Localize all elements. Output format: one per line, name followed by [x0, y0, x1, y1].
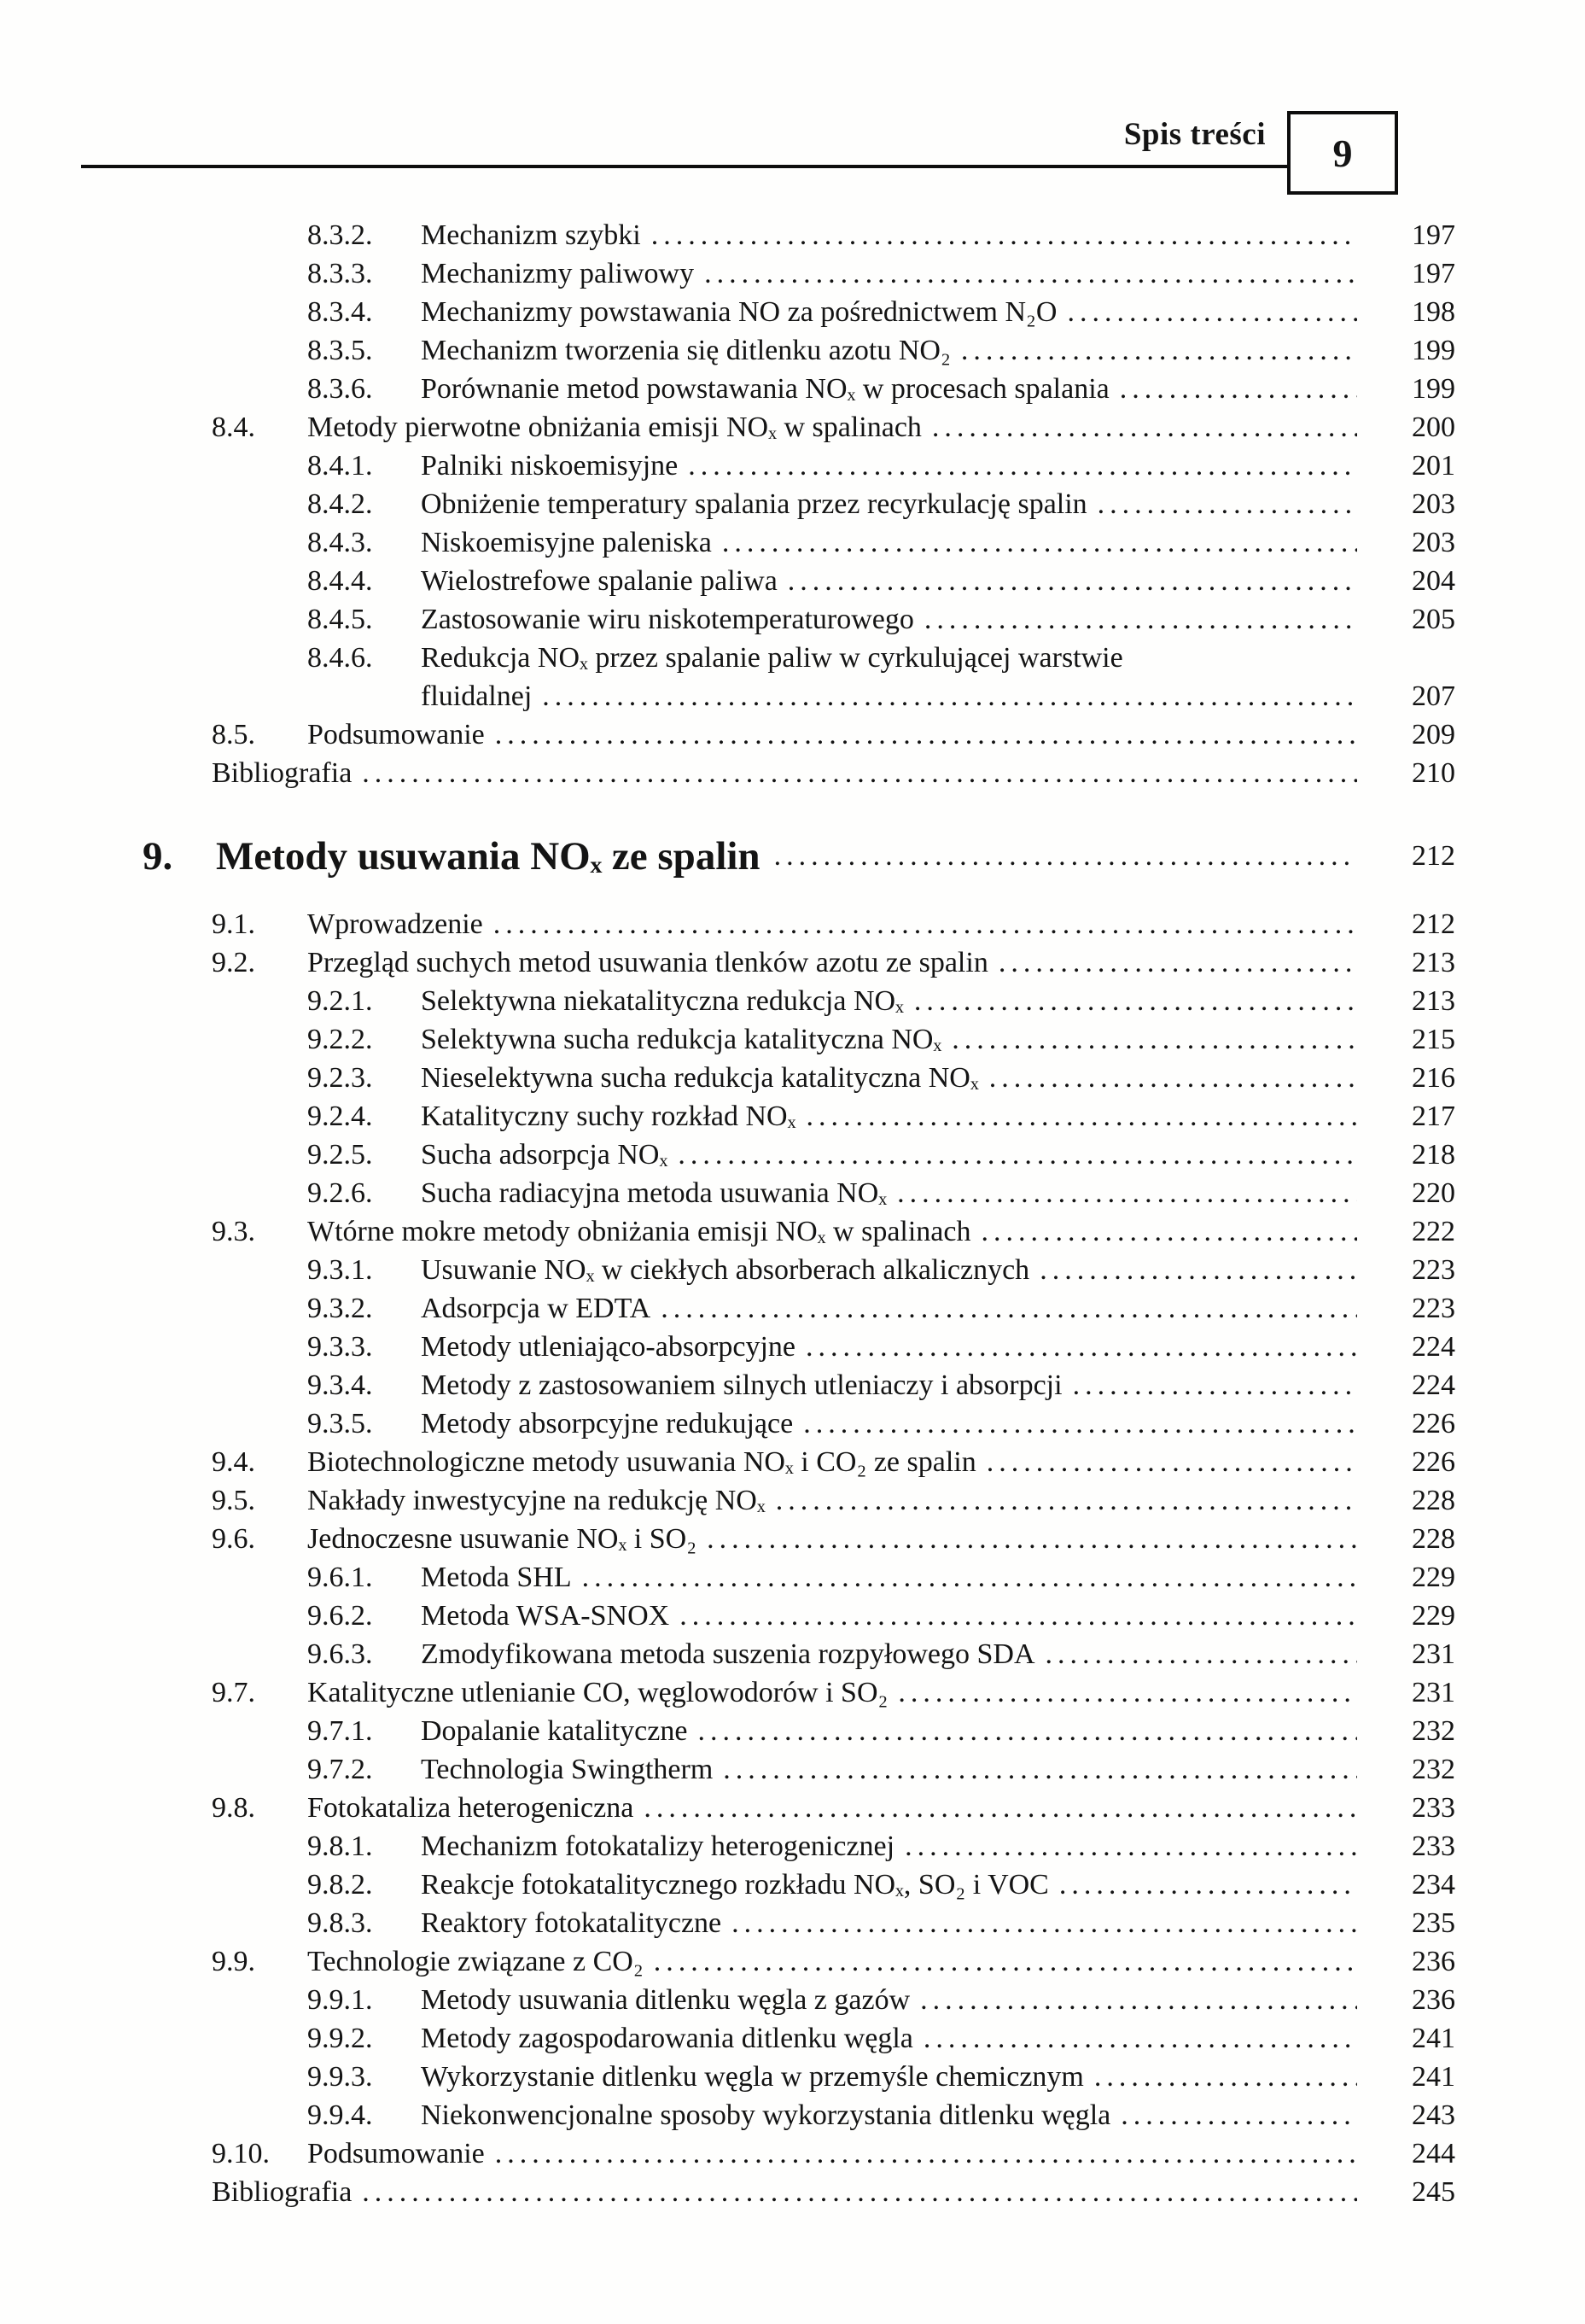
toc-entry-number: 9.9.1. — [307, 1984, 373, 2016]
toc-entry — [307, 293, 1455, 331]
toc-entry — [212, 1942, 1455, 1981]
toc-entry-number: 9.7.2. — [307, 1754, 373, 1785]
dot-leader — [493, 905, 1357, 943]
toc-entry-page: 215 — [1412, 1024, 1455, 1055]
dot-leader — [1040, 1251, 1357, 1289]
toc-entry-number: 8.3.3. — [307, 258, 373, 289]
toc-entry-page: 229 — [1412, 1562, 1455, 1593]
dot-leader — [924, 2019, 1357, 2058]
dot-leader — [731, 1904, 1357, 1942]
toc-entry-title: Niskoemisyjne paleniska — [421, 527, 712, 558]
toc-entry-page: 205 — [1412, 604, 1455, 635]
toc-entry-page: 241 — [1412, 2061, 1455, 2093]
toc-entry-page: 223 — [1412, 1254, 1455, 1286]
toc-entry-number: 9. — [143, 834, 173, 879]
toc-entry — [307, 1866, 1455, 1904]
toc-entry-title: Technologie związane z CO₂ — [307, 1946, 644, 1977]
toc-entry-continuation — [421, 677, 1455, 715]
toc-entry-title: Wykorzystanie ditlenku węgla w przemyśle chemicznym — [421, 2061, 1084, 2093]
toc-entry-title: Metoda SHL — [421, 1562, 572, 1593]
toc-entry-title: Sucha adsorpcja NOₓ — [421, 1139, 668, 1171]
toc-entry-page: 203 — [1412, 488, 1455, 520]
toc-entry — [307, 1020, 1455, 1059]
toc-entry — [307, 1251, 1455, 1289]
toc-entry-number: 8.4. — [212, 412, 255, 443]
toc-entry-title: Dopalanie katalityczne — [421, 1715, 688, 1747]
toc-entry-title: Metody z zastosowaniem silnych utleniaczy i absorpcji — [421, 1369, 1063, 1401]
toc-entry — [307, 1597, 1455, 1635]
dot-leader — [704, 254, 1357, 293]
toc-entry-title: Mechanizm fotokatalizy heterogenicznej — [421, 1831, 895, 1862]
toc-entry — [307, 370, 1455, 408]
toc-entry-title: Mechanizm szybki — [421, 219, 641, 251]
toc-entry — [307, 485, 1455, 523]
toc-entry — [307, 1635, 1455, 1673]
toc-entry-number: 9.8.2. — [307, 1869, 373, 1901]
toc-entry — [307, 1059, 1455, 1097]
toc-entry-page: 212 — [1412, 908, 1455, 940]
toc-entry — [212, 2134, 1455, 2173]
toc-entry — [212, 1520, 1455, 1558]
page-number-box — [1287, 111, 1398, 195]
toc-entry-number: 9.7.1. — [307, 1715, 373, 1747]
dot-leader — [1121, 2096, 1357, 2134]
toc-entry — [307, 1136, 1455, 1174]
dot-leader — [495, 2134, 1357, 2173]
toc-entry-page: 209 — [1412, 719, 1455, 750]
dot-leader — [987, 1443, 1357, 1481]
toc-entry-number: 8.4.3. — [307, 527, 373, 558]
toc-entry-number: 9.2.6. — [307, 1177, 373, 1209]
toc-entry-number: 9.2.5. — [307, 1139, 373, 1171]
toc-entry-number: 9.8.3. — [307, 1907, 373, 1939]
toc-entry — [307, 1289, 1455, 1328]
toc-entry-page: 229 — [1412, 1600, 1455, 1632]
toc-entry — [307, 523, 1455, 562]
page-title: Spis treści — [1123, 117, 1266, 152]
dot-leader — [803, 1404, 1357, 1443]
toc-entry-page: 200 — [1412, 412, 1455, 443]
toc-entry — [307, 254, 1455, 293]
dot-leader — [654, 1942, 1357, 1981]
dot-leader — [905, 1827, 1357, 1866]
toc-entry-title: Biotechnologiczne metody usuwania NOₓ i CO₂ ze spalin — [307, 1446, 976, 1478]
toc-entry-page: 235 — [1412, 1907, 1455, 1939]
toc-entry-title: Mechanizmy powstawania NO za pośrednictwem N₂O — [421, 296, 1058, 328]
toc-entry — [307, 982, 1455, 1020]
dot-leader — [898, 1673, 1357, 1712]
toc-entry-number: 9.5. — [212, 1485, 255, 1516]
dot-leader — [651, 216, 1357, 254]
dot-leader — [362, 2173, 1357, 2211]
toc-entry-number: 9.3.5. — [307, 1408, 373, 1439]
toc-entry — [307, 1750, 1455, 1789]
dot-leader — [1059, 1866, 1357, 1904]
toc-entry-page: 199 — [1412, 373, 1455, 405]
dot-leader — [697, 1712, 1357, 1750]
dot-leader — [897, 1174, 1357, 1212]
toc-entry-number: 8.4.4. — [307, 565, 373, 597]
toc-entry-number: 9.1. — [212, 908, 255, 940]
toc-entry — [307, 639, 1455, 677]
dot-leader — [774, 826, 1357, 886]
toc-entry-title: Nakłady inwestycyjne na redukcję NOₓ — [307, 1485, 766, 1516]
toc-entry-title: Reakcje fotokatalitycznego rozkładu NOₓ, SO₂ i VOC — [421, 1869, 1049, 1901]
toc-entry-number: 9.2.3. — [307, 1062, 373, 1094]
toc-entry — [307, 2096, 1455, 2134]
dot-leader — [914, 982, 1357, 1020]
toc-entry-number: 8.3.4. — [307, 296, 373, 328]
toc-entry-number: 9.10. — [212, 2138, 270, 2169]
dot-leader — [723, 1750, 1357, 1789]
toc-entry-title: Metody usuwania NOₓ ze spalin — [216, 834, 760, 879]
toc-entry — [212, 408, 1455, 447]
toc-entry-page: 199 — [1412, 335, 1455, 366]
toc-entry — [212, 2173, 1455, 2211]
toc-entry — [307, 216, 1455, 254]
toc-entry — [307, 1174, 1455, 1212]
toc-entry-title: Bibliografia — [212, 2176, 353, 2208]
dot-leader — [644, 1789, 1357, 1827]
toc-entry — [307, 562, 1455, 600]
toc-entry-number: 9.9. — [212, 1946, 255, 1977]
toc-entry — [307, 1366, 1455, 1404]
toc-entry-page: 226 — [1412, 1408, 1455, 1439]
toc-entry-title: Zmodyfikowana metoda suszenia rozpyłowego SDA — [421, 1638, 1035, 1670]
toc-entry-title: Porównanie metod powstawania NOₓ w procesach spalania — [421, 373, 1110, 405]
toc-entry-title: Wielostrefowe spalanie paliwa — [421, 565, 778, 597]
toc-entry-title: Technologia Swingtherm — [421, 1754, 714, 1785]
toc-entry-title: Niekonwencjonalne sposoby wykorzystania ditlenku węgla — [421, 2099, 1111, 2131]
toc-entry-title: Podsumowanie — [307, 2138, 485, 2169]
toc-entry-page: 207 — [1412, 680, 1455, 712]
toc-entry-number: 9.6.2. — [307, 1600, 373, 1632]
toc-entry-title: Katalityczny suchy rozkład NOₓ — [421, 1101, 796, 1132]
dot-leader — [776, 1481, 1357, 1520]
dot-leader — [1067, 293, 1357, 331]
toc-entry-number: 9.7. — [212, 1677, 255, 1708]
toc-entry-title: Katalityczne utlenianie CO, węglowodorów i SO₂ — [307, 1677, 889, 1708]
toc-entry — [307, 2058, 1455, 2096]
toc-entry-number: 8.4.1. — [307, 450, 373, 482]
toc-entry-page: 231 — [1412, 1677, 1455, 1708]
toc-entry — [212, 1443, 1455, 1481]
toc-entry-title: Podsumowanie — [307, 719, 485, 750]
toc-entry-page: 213 — [1412, 985, 1455, 1017]
dot-leader — [582, 1558, 1357, 1597]
toc-entry-number: 9.3.3. — [307, 1331, 373, 1363]
toc-entry-title: Selektywna niekatalityczna redukcja NOₓ — [421, 985, 904, 1017]
toc-entry-page: 231 — [1412, 1638, 1455, 1670]
toc-entry-page: 236 — [1412, 1984, 1455, 2016]
toc-entry-number: 9.3.1. — [307, 1254, 373, 1286]
dot-leader — [362, 754, 1357, 792]
toc-entry-title: Reaktory fotokatalityczne — [421, 1907, 722, 1939]
dot-leader — [932, 408, 1357, 447]
toc-entry-title: Fotokataliza heterogeniczna — [307, 1792, 634, 1824]
toc-entry-title: Mechanizmy paliwowy — [421, 258, 695, 289]
toc-entry-number: 8.3.5. — [307, 335, 373, 366]
toc-entry-page: 244 — [1412, 2138, 1455, 2169]
toc-entry-page: 213 — [1412, 947, 1455, 978]
toc-entry — [307, 447, 1455, 485]
toc-entry — [212, 1481, 1455, 1520]
toc-entry-page: 243 — [1412, 2099, 1455, 2131]
dot-leader — [688, 447, 1357, 485]
toc-entry-number: 9.6.1. — [307, 1562, 373, 1593]
toc-entry-page: 224 — [1412, 1331, 1455, 1363]
dot-leader — [495, 715, 1357, 754]
dot-leader — [542, 677, 1357, 715]
toc-entry-number: 8.3.2. — [307, 219, 373, 251]
toc-entry-title: fluidalnej — [421, 680, 533, 712]
toc-entry-page: 228 — [1412, 1523, 1455, 1555]
toc-entry — [307, 600, 1455, 639]
toc-entry-title: Wtórne mokre metody obniżania emisji NOₓ w spalinach — [307, 1216, 971, 1247]
toc-entry-number: 9.2.4. — [307, 1101, 373, 1132]
toc-entry-number: 9.9.4. — [307, 2099, 373, 2131]
toc-entry-number: 9.6.3. — [307, 1638, 373, 1670]
toc-entry — [212, 715, 1455, 754]
toc-entry-title: Przegląd suchych metod usuwania tlenków azotu ze spalin — [307, 947, 988, 978]
toc-entry-title: Metoda WSA-SNOX — [421, 1600, 670, 1632]
toc-entry-title: Nieselektywna sucha redukcja katalityczna NOₓ — [421, 1062, 979, 1094]
toc-entry-page: 228 — [1412, 1485, 1455, 1516]
toc-entry — [307, 1904, 1455, 1942]
toc-entry-title: Metody usuwania ditlenku węgla z gazów — [421, 1984, 911, 2016]
toc-entry-page: 234 — [1412, 1869, 1455, 1901]
toc-entry — [212, 1212, 1455, 1251]
toc-entry-page: 223 — [1412, 1293, 1455, 1324]
toc-entry-number: 8.5. — [212, 719, 255, 750]
chapter-heading — [143, 826, 1455, 886]
toc-entry-title: Palniki niskoemisyjne — [421, 450, 679, 482]
toc-entry-title: Mechanizm tworzenia się ditlenku azotu NO₂ — [421, 335, 951, 366]
toc-entry-page: 220 — [1412, 1177, 1455, 1209]
dot-leader — [661, 1289, 1357, 1328]
toc-entry-page: 210 — [1412, 757, 1455, 789]
dot-leader — [952, 1020, 1357, 1059]
toc-entry — [212, 905, 1455, 943]
dot-leader — [722, 523, 1357, 562]
toc-entry-page: 197 — [1412, 258, 1455, 289]
toc-entry-number: 9.3. — [212, 1216, 255, 1247]
toc-entry-number: 8.4.6. — [307, 642, 373, 674]
toc-entry-number: 8.3.6. — [307, 373, 373, 405]
toc-entry-title: Zastosowanie wiru niskotemperaturowego — [421, 604, 914, 635]
toc-entry — [307, 1827, 1455, 1866]
toc-entry-number: 8.4.5. — [307, 604, 373, 635]
toc-entry-page: 233 — [1412, 1792, 1455, 1824]
toc-entry-title: Usuwanie NOₓ w ciekłych absorberach alkalicznych — [421, 1254, 1030, 1286]
dot-leader — [806, 1328, 1357, 1366]
toc-entry — [307, 1981, 1455, 2019]
toc-entry-title: Sucha radiacyjna metoda usuwania NOₓ — [421, 1177, 888, 1209]
toc-entry-title: Jednoczesne usuwanie NOₓ i SO₂ — [307, 1523, 697, 1555]
toc-entry-page: 226 — [1412, 1446, 1455, 1478]
toc-entry-title: Adsorpcja w EDTA — [421, 1293, 651, 1324]
dot-leader — [1094, 2058, 1357, 2096]
toc-entry-number: 9.2. — [212, 947, 255, 978]
dot-leader — [961, 331, 1357, 370]
toc-entry — [307, 1712, 1455, 1750]
toc-entry-page: 241 — [1412, 2023, 1455, 2054]
toc-list — [81, 216, 1455, 2211]
dot-leader — [924, 600, 1357, 639]
toc-entry-page: 204 — [1412, 565, 1455, 597]
toc-entry-page: 217 — [1412, 1101, 1455, 1132]
toc-entry-number: 9.9.3. — [307, 2061, 373, 2093]
toc-entry-title: Metody pierwotne obniżania emisji NOₓ w spalinach — [307, 412, 922, 443]
toc-entry-page: 216 — [1412, 1062, 1455, 1094]
toc-entry-number: 8.4.2. — [307, 488, 373, 520]
dot-leader — [1098, 485, 1357, 523]
toc-entry-number: 9.2.1. — [307, 985, 373, 1017]
toc-entry-number: 9.3.4. — [307, 1369, 373, 1401]
toc-entry-page: 222 — [1412, 1216, 1455, 1247]
toc-entry-title: Obniżenie temperatury spalania przez recyrkulację spalin — [421, 488, 1087, 520]
dot-leader — [920, 1981, 1357, 2019]
toc-entry — [307, 1558, 1455, 1597]
toc-entry — [212, 754, 1455, 792]
toc-entry-title: Metody utleniająco-absorpcyjne — [421, 1331, 796, 1363]
toc-entry-number: 9.6. — [212, 1523, 255, 1555]
toc-entry-page: 224 — [1412, 1369, 1455, 1401]
toc-entry-page: 236 — [1412, 1946, 1455, 1977]
toc-entry — [307, 1404, 1455, 1443]
dot-leader — [1120, 370, 1357, 408]
toc-entry-number: 9.8. — [212, 1792, 255, 1824]
dot-leader — [806, 1097, 1357, 1136]
dot-leader — [1046, 1635, 1358, 1673]
toc-entry — [307, 2019, 1455, 2058]
toc-entry-page: 232 — [1412, 1715, 1455, 1747]
toc-entry-page: 203 — [1412, 527, 1455, 558]
toc-entry-number: 9.2.2. — [307, 1024, 373, 1055]
header-rule — [81, 165, 1290, 168]
dot-leader — [989, 1059, 1357, 1097]
page-number: 9 — [1332, 131, 1353, 175]
toc-entry-page: 233 — [1412, 1831, 1455, 1862]
toc-entry-title: Metody zagospodarowania ditlenku węgla — [421, 2023, 913, 2054]
toc-entry — [307, 1097, 1455, 1136]
toc-entry-title: Selektywna sucha redukcja katalityczna NOₓ — [421, 1024, 942, 1055]
dot-leader — [981, 1212, 1357, 1251]
toc-entry-number: 9.3.2. — [307, 1293, 373, 1324]
toc-entry-title: Metody absorpcyjne redukujące — [421, 1408, 794, 1439]
toc-entry-title: Bibliografia — [212, 757, 353, 789]
dot-leader — [679, 1597, 1357, 1635]
toc-entry-page: 232 — [1412, 1754, 1455, 1785]
toc-entry-title: Wprowadzenie — [307, 908, 483, 940]
toc-entry-title: Redukcja NOₓ przez spalanie paliw w cyrkulującej warstwie — [421, 642, 1123, 674]
toc-entry — [212, 1789, 1455, 1827]
dot-leader — [707, 1520, 1357, 1558]
dot-leader — [1073, 1366, 1357, 1404]
toc-entry-number: 9.8.1. — [307, 1831, 373, 1862]
toc-entry-page: 198 — [1412, 296, 1455, 328]
toc-entry-page: 212 — [1412, 840, 1455, 872]
toc-entry — [307, 331, 1455, 370]
toc-entry-page: 245 — [1412, 2176, 1455, 2208]
dot-leader — [678, 1136, 1357, 1174]
toc-entry-number: 9.9.2. — [307, 2023, 373, 2054]
toc-entry-page: 201 — [1412, 450, 1455, 482]
toc-entry-page: 218 — [1412, 1139, 1455, 1171]
toc-entry — [307, 1328, 1455, 1366]
toc-entry-number: 9.4. — [212, 1446, 255, 1478]
dot-leader — [788, 562, 1357, 600]
toc-entry-page: 197 — [1412, 219, 1455, 251]
toc-entry — [212, 943, 1455, 982]
toc-entry — [212, 1673, 1455, 1712]
dot-leader — [999, 943, 1357, 982]
